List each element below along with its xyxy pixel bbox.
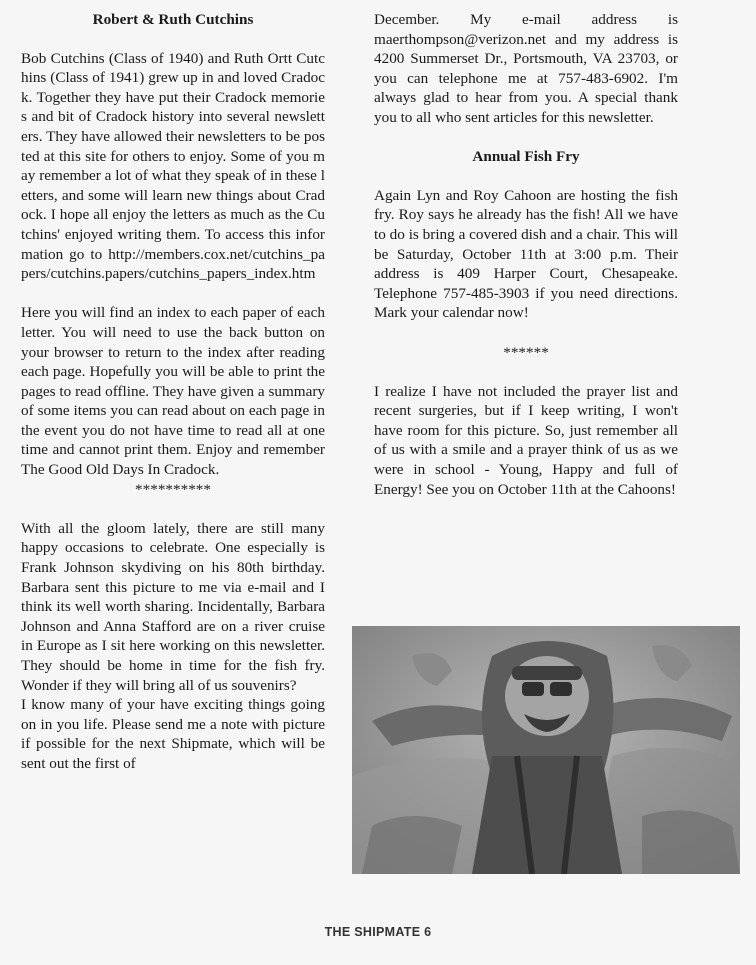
page-footer: THE SHIPMATE 6 (324, 925, 432, 939)
skydiver-photo (352, 626, 740, 874)
cutchins-paragraph: Bob Cutchins (Class of 1940) and Ruth Ortt Cutchins (Class of 1941) grew up in and loved Cradock. Together they have put their Cradock memories and bit of Cradock history into several newsletters. They have allowed their newsletters to be posted at this site for others to enjoy. Some of you may remember a lot of what they speak of in these letters, and some will learn new things about Cradock. I hope all enjoy the letters as much as the Cutchins' enjoyed writing them. To access this information go to http://members.cox.net/cutchins_papers/cutchins.papers/cutchins_papers_index.htm (21, 49, 325, 283)
skydiving-paragraph: With all the gloom lately, there are still many happy occasions to celebrate. One especially is Frank Johnson skydiving on his 80th birthday. Barbara sent this picture to me via e-mail and I think its well worth sharing. Incidentally, Barbara Johnson and Anna Stafford are on a river cruise in Europe as I sit here working on this newsletter. They should be home in time for the fish fry. Wonder if they will bring all of us souvenirs? (21, 519, 325, 694)
news-request-paragraph: I know many of your have exciting things going on in you life. Please send me a note with picture if possible for the next Shipmate, which will be sent out the first of (21, 696, 325, 772)
fish-fry-paragraph: Again Lyn and Roy Cahoon are hosting the fish fry. Roy says he already has the fish! All we have to do is bring a covered dish and a chair. This will be Saturday, October 11th at 3:00 p.m. Their address is 409 Harper Court, Chesapeake. Telephone 757-485-3903 if you need directions. Mark your calendar now! (374, 186, 678, 322)
fish-fry-heading: Annual Fish Fry (472, 148, 580, 166)
contact-paragraph: December. My e-mail address is maerthompson@verizon.net and my address is 4200 Summerset Dr., Portsmouth, VA 23703, or you can telephone me at 757-483-6902. I'm always glad to hear from you. A special thank you to all who sent articles for this newsletter. (374, 11, 678, 126)
left-column (21, 10, 325, 774)
cutchins-heading: Robert & Ruth Cutchins (92, 11, 254, 28)
skydiver-image (352, 626, 740, 874)
closing-paragraph: I realize I have not included the prayer list and recent surgeries, but if I keep writing, I won't have room for this picture. So, just remember all of us with a smile and a prayer think of us as we were in school - Young, Happy and full of Energy! See you on October 11th at the Cahoons! (374, 382, 678, 498)
right-column (374, 10, 678, 499)
section-divider: ********** (135, 480, 211, 498)
section-divider: ****** (503, 343, 549, 361)
index-paragraph: Here you will find an index to each paper of each letter. You will need to use the back button on your browser to return to the index after reading each page. Hopefully you will be able to print the pages to read offline. They have given a summary of some items you can read about on each page in the event you do not have time to read all at one time and cannot print them. Enjoy and remember The Good Old Days In Cradock. (21, 304, 325, 479)
